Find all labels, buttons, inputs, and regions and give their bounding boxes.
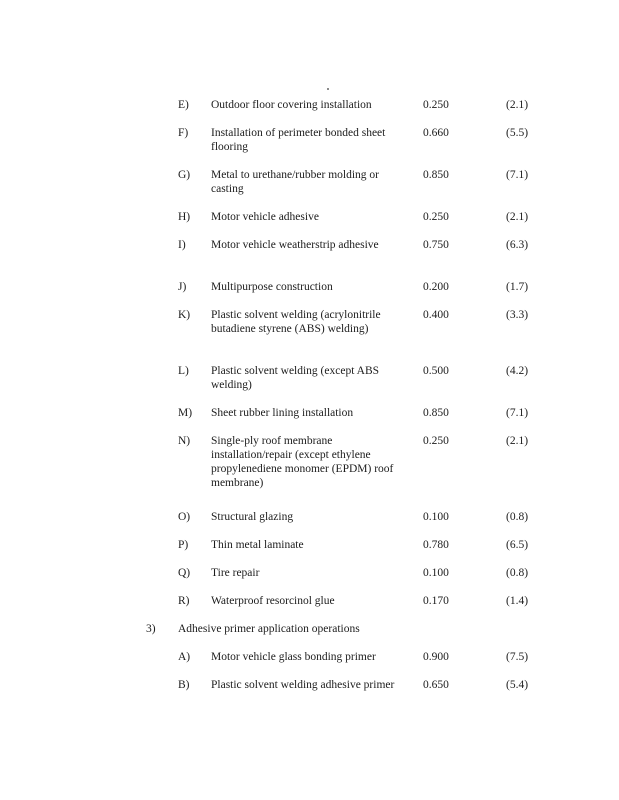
item-description: Metal to urethane/rubber molding or casting	[211, 169, 379, 195]
item-value: 0.250	[423, 211, 449, 223]
item-value: 0.850	[423, 169, 449, 181]
item-metric-value: (1.4)	[506, 595, 529, 607]
item-value: 0.250	[423, 99, 449, 111]
item-value: 0.650	[423, 679, 449, 691]
item-metric-value: (1.7)	[506, 281, 529, 293]
item-metric-value: (7.1)	[506, 169, 529, 181]
item-metric-value: (3.3)	[506, 309, 529, 321]
item-metric-value: (6.5)	[506, 539, 529, 551]
item-description: Sheet rubber lining installation	[211, 407, 354, 419]
item-value: 0.750	[423, 239, 449, 251]
item-metric-value: (2.1)	[506, 99, 529, 111]
section-title: Adhesive primer application operations	[178, 623, 360, 635]
item-description: Plastic solvent welding (except ABS welding)	[211, 365, 380, 391]
item-letter: Q)	[178, 567, 191, 579]
item-description: Single-ply roof membrane installation/repair (except ethylene propylenediene monomer (EPDM) roof membrane)	[211, 435, 394, 489]
item-description: Thin metal laminate	[211, 539, 304, 551]
item-description: Tire repair	[211, 567, 260, 579]
page-mark	[327, 88, 329, 90]
item-letter: A)	[178, 651, 191, 663]
item-letter: B)	[178, 679, 190, 691]
item-letter: P)	[178, 539, 189, 551]
item-value: 0.100	[423, 567, 449, 579]
item-value: 0.170	[423, 595, 449, 607]
item-letter: I)	[178, 239, 186, 251]
item-value: 0.500	[423, 365, 449, 377]
item-letter: G)	[178, 169, 191, 181]
item-letter: O)	[178, 511, 191, 523]
item-description: Installation of perimeter bonded sheet flooring	[211, 127, 386, 153]
item-letter: M)	[178, 407, 193, 419]
item-description: Motor vehicle glass bonding primer	[211, 651, 376, 663]
item-metric-value: (2.1)	[506, 211, 529, 223]
item-value: 0.660	[423, 127, 449, 139]
item-metric-value: (7.1)	[506, 407, 529, 419]
item-value: 0.200	[423, 281, 449, 293]
section-number: 3)	[146, 623, 156, 635]
item-metric-value: (5.4)	[506, 679, 529, 691]
item-description: Multipurpose construction	[211, 281, 333, 293]
item-metric-value: (6.3)	[506, 239, 529, 251]
item-description: Motor vehicle adhesive	[211, 211, 319, 223]
item-value: 0.400	[423, 309, 449, 321]
item-letter: H)	[178, 211, 191, 223]
item-value: 0.900	[423, 651, 449, 663]
item-metric-value: (2.1)	[506, 435, 529, 447]
item-value: 0.250	[423, 435, 449, 447]
item-description: Structural glazing	[211, 511, 294, 523]
item-description: Motor vehicle weatherstrip adhesive	[211, 239, 379, 251]
item-metric-value: (5.5)	[506, 127, 529, 139]
item-letter: E)	[178, 99, 189, 111]
item-letter: J)	[178, 281, 187, 293]
item-description: Outdoor floor covering installation	[211, 99, 372, 111]
item-letter: F)	[178, 127, 189, 139]
item-value: 0.100	[423, 511, 449, 523]
item-metric-value: (0.8)	[506, 511, 529, 523]
item-letter: L)	[178, 365, 189, 377]
item-metric-value: (7.5)	[506, 651, 529, 663]
item-description: Plastic solvent welding (acrylonitrile butadiene styrene (ABS) welding)	[211, 309, 381, 335]
item-letter: R)	[178, 595, 190, 607]
item-letter: K)	[178, 309, 191, 321]
item-letter: N)	[178, 435, 191, 447]
item-description: Waterproof resorcinol glue	[211, 595, 335, 607]
item-description: Plastic solvent welding adhesive primer	[211, 679, 395, 691]
item-value: 0.850	[423, 407, 449, 419]
item-metric-value: (4.2)	[506, 365, 529, 377]
item-value: 0.780	[423, 539, 449, 551]
item-metric-value: (0.8)	[506, 567, 529, 579]
